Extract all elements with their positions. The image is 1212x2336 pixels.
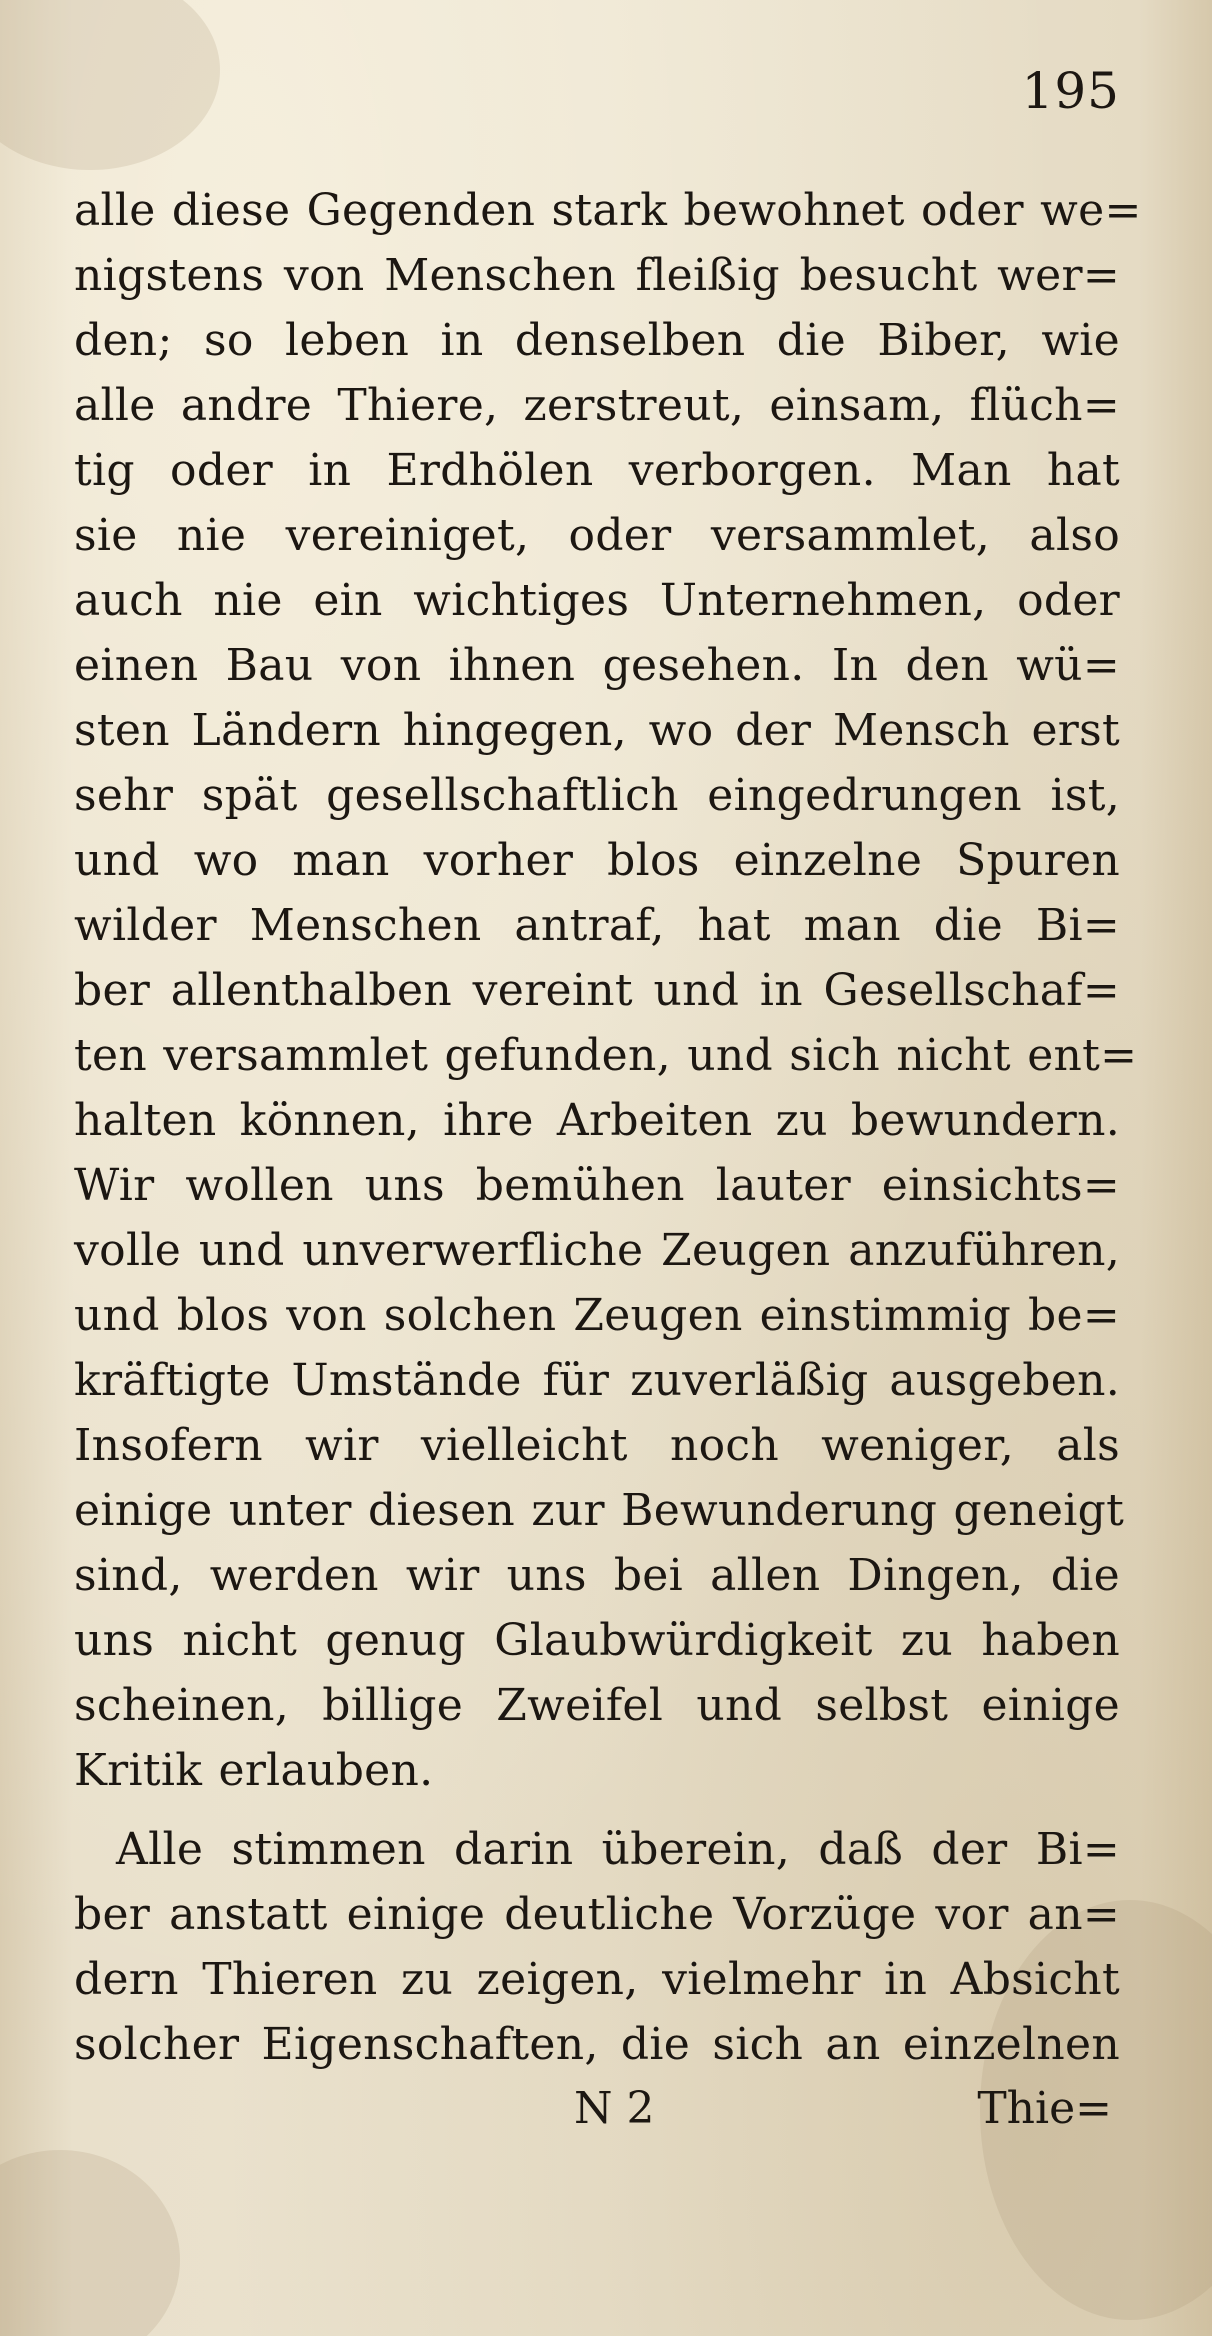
text-line: tig oder in Erdhölen verborgen. Man hat — [74, 445, 1120, 496]
paper-stain — [0, 0, 220, 170]
text-line: Alle stimmen darin überein, daß der Bi= — [116, 1824, 1120, 1875]
text-line: kräftigte Umstände für zuverläßig ausgeben. — [74, 1355, 1120, 1406]
text-line: uns nicht genug Glaubwürdigkeit zu haben — [74, 1615, 1120, 1666]
text-line: einen Bau von ihnen gesehen. In den wü= — [74, 640, 1120, 691]
signature-mark: N 2 — [574, 2083, 655, 2134]
text-line: ber allenthalben vereint und in Gesellschaf= — [74, 965, 1120, 1016]
text-line: alle diese Gegenden stark bewohnet oder we= — [74, 185, 1142, 236]
text-line: sten Ländern hingegen, wo der Mensch erst — [74, 705, 1120, 756]
text-line: volle und unverwerfliche Zeugen anzuführen, — [74, 1225, 1120, 1276]
text-line: sind, werden wir uns bei allen Dingen, die — [74, 1550, 1120, 1601]
text-line: Wir wollen uns bemühen lauter einsichts= — [74, 1160, 1120, 1211]
body-text — [74, 178, 1142, 2077]
paper-stain — [0, 2150, 180, 2336]
text-line: solcher Eigenschaften, die sich an einzelnen — [74, 2019, 1120, 2070]
text-line: Insofern wir vielleicht noch weniger, als — [74, 1420, 1120, 1471]
text-line: einige unter diesen zur Bewunderung geneigt — [74, 1485, 1125, 1536]
catchword: Thie= — [977, 2083, 1112, 2134]
page-number: 195 — [1021, 62, 1120, 120]
text-line: halten können, ihre Arbeiten zu bewundern. — [74, 1095, 1120, 1146]
text-line: dern Thieren zu zeigen, vielmehr in Absicht — [74, 1954, 1120, 2005]
text-line: sie nie vereiniget, oder versammlet, also — [74, 510, 1120, 561]
text-line: den; so leben in denselben die Biber, wie — [74, 315, 1120, 366]
text-line: ten versammlet gefunden, und sich nicht ent= — [74, 1030, 1138, 1081]
paragraph-1 — [74, 178, 1142, 1803]
text-line: Kritik erlauben. — [74, 1745, 434, 1796]
text-line: nigstens von Menschen fleißig besucht wer= — [74, 250, 1120, 301]
paragraph-gap — [74, 1803, 1120, 1817]
text-line: und wo man vorher blos einzelne Spuren — [74, 835, 1120, 886]
page-footer — [74, 2074, 1120, 2144]
text-line: alle andre Thiere, zerstreut, einsam, flüch= — [74, 380, 1120, 431]
text-line: wilder Menschen antraf, hat man die Bi= — [74, 900, 1120, 951]
text-line: scheinen, billige Zweifel und selbst einige — [74, 1680, 1120, 1731]
text-line: sehr spät gesellschaftlich eingedrungen ist, — [74, 770, 1120, 821]
text-line: und blos von solchen Zeugen einstimmig be= — [74, 1290, 1120, 1341]
text-line: ber anstatt einige deutliche Vorzüge vor an= — [74, 1889, 1120, 1940]
paragraph-2 — [74, 1817, 1120, 2077]
text-line: auch nie ein wichtiges Unternehmen, oder — [74, 575, 1120, 626]
